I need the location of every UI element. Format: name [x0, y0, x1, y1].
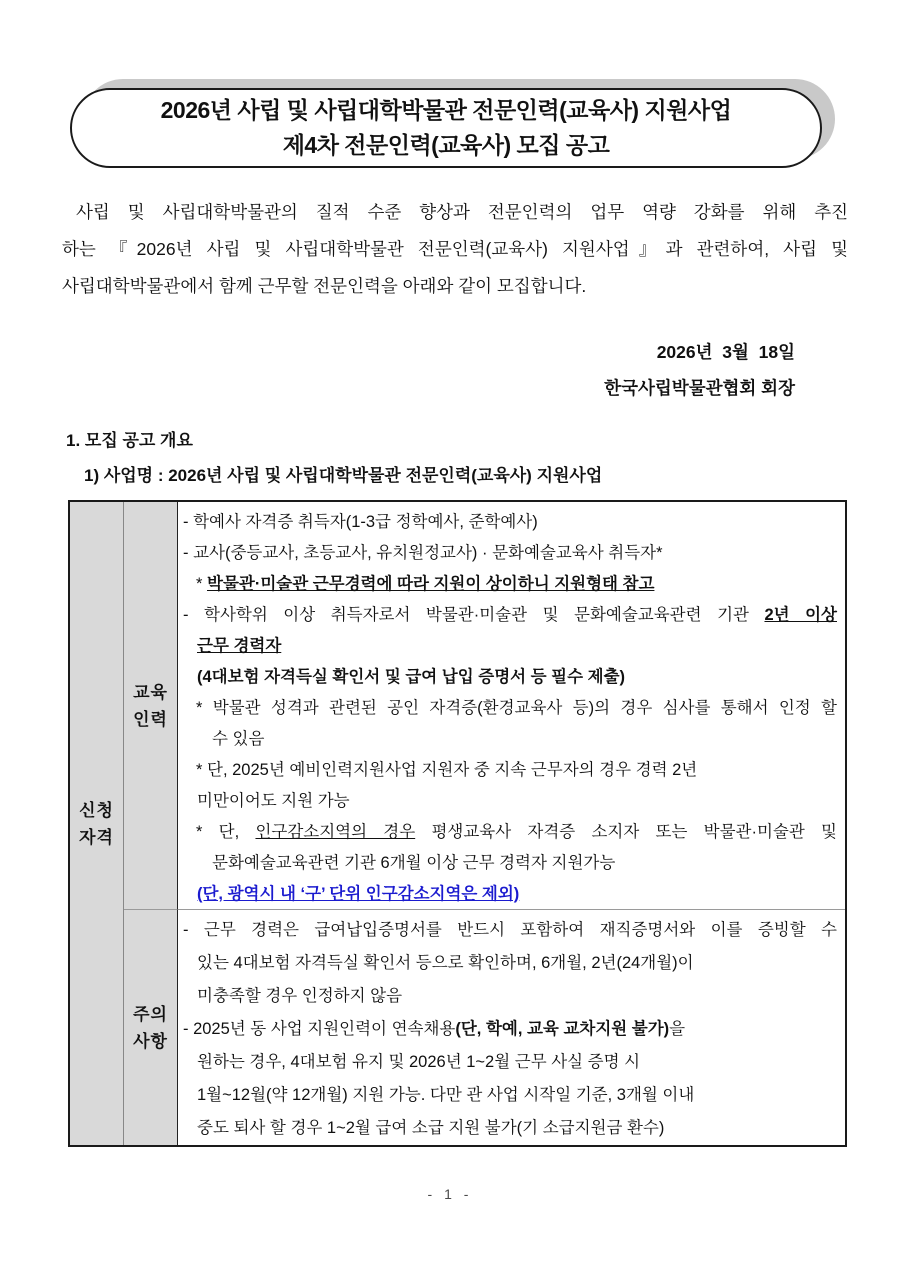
table-content-line	[178, 755, 845, 786]
text-segment: (4대보험 자격득실 확인서 및 급여 납입 증명서 등 필수 제출)	[197, 668, 626, 686]
text-segment: 원하는 경우, 4대보험 유지 및 2026년 1~2월 근무 사실 증명 시	[197, 1053, 641, 1071]
intro-paragraph	[62, 194, 848, 305]
text-segment: 중도 퇴사 할 경우 1~2월 급여 소급 지원 불가(기 소급지원금 환수)	[197, 1119, 665, 1137]
table-content-line	[178, 507, 845, 538]
table-row-header-label: 사항	[133, 1031, 168, 1051]
text-segment: - 학사학위 이상 취득자로서 박물관·미술관 및 문화예술교육관련 기관	[183, 606, 765, 624]
section-item-project-name: 1) 사업명 : 2026년 사립 및 사립대학박물관 전문인력(교육사) 지원사업	[84, 466, 603, 485]
table-content-cell	[178, 502, 845, 910]
table-content-line	[178, 1112, 845, 1145]
text-segment: 2년 이상	[764, 606, 837, 624]
issuing-organization: 한국사립박물관협회 회장	[604, 378, 795, 398]
text-segment: 수 있음	[212, 730, 265, 748]
table-content-line	[178, 980, 845, 1013]
table-content-line	[178, 631, 845, 662]
table-content-line	[178, 786, 845, 817]
table-content-line	[178, 879, 845, 910]
intro-line-3: 사립대학박물관에서 함께 근무할 전문인력을 아래와 같이 모집합니다.	[62, 276, 587, 296]
table-row-header-label: 인력	[133, 709, 168, 729]
text-segment: 을	[669, 1020, 686, 1038]
table-content-line	[178, 914, 845, 947]
table-content-line	[178, 848, 845, 879]
page-number: - 1 -	[427, 1186, 473, 1202]
text-segment: 근무 경력자	[197, 637, 282, 655]
text-segment: 인구감소지역의 경우	[255, 823, 416, 841]
text-segment: *	[196, 575, 208, 593]
text-segment: * 단,	[196, 823, 256, 841]
table-content-line	[178, 600, 845, 631]
table-content-line	[178, 662, 845, 693]
table-category-label: 자격	[79, 827, 114, 847]
text-segment: 평생교육사 자격증 소지자 또는 박물관·미술관 및	[415, 823, 837, 841]
notice-title-line1: 2026년 사립 및 사립대학박물관 전문인력(교육사) 지원사업	[160, 97, 732, 123]
table-content-line	[178, 693, 845, 724]
text-segment: (단, 광역시 내 ‘구’ 단위 인구감소지역은 제외)	[197, 885, 520, 903]
section-heading: 1. 모집 공고 개요	[66, 431, 193, 450]
table-content-line	[178, 569, 845, 600]
table-content-line	[178, 724, 845, 755]
notice-title-box	[70, 88, 822, 168]
table-row-header-label: 교육	[133, 682, 168, 702]
table-category-label: 신청	[79, 800, 114, 820]
text-segment: 미만이어도 지원 가능	[197, 792, 350, 810]
table-content-line	[178, 538, 845, 569]
text-segment: 박물관·미술관 근무경력에 따라 지원이 상이하니 지원형태 참고	[207, 575, 655, 593]
notice-title-line2: 제4차 전문인력(교육사) 모집 공고	[282, 132, 610, 158]
text-segment: - 2025년 동 사업 지원인력이 연속채용	[183, 1020, 456, 1038]
text-segment: 있는 4대보험 자격득실 확인서 등으로 확인하며, 6개월, 2년(24개월)이	[197, 954, 694, 972]
signoff-block	[604, 334, 795, 406]
table-content-line	[178, 1079, 845, 1112]
table-content-cell	[178, 910, 845, 1145]
text-segment: * 단, 2025년 예비인력지원사업 지원자 중 지속 근무자의 경우 경력 2년	[196, 761, 698, 779]
table-content-line	[178, 817, 845, 848]
intro-line-2: 하는 『2026년 사립 및 사립대학박물관 전문인력(교육사) 지원사업』과 관련하여, 사립 및	[62, 239, 848, 259]
table-category-cell	[70, 502, 124, 1145]
text-segment: - 교사(중등교사, 초등교사, 유치원정교사) · 문화예술교육사 취득자*	[183, 544, 663, 562]
table-row-header	[124, 910, 178, 1145]
text-segment: * 박물관 성격과 관련된 공인 자격증(환경교육사 등)의 경우 심사를 통해서 인정 할	[196, 699, 837, 717]
table-content-line	[178, 1013, 845, 1046]
eligibility-table	[68, 500, 847, 1147]
table-content-line	[178, 947, 845, 980]
text-segment: 1월~12월(약 12개월) 지원 가능. 다만 관 사업 시작일 기준, 3개월 이내	[197, 1086, 695, 1104]
table-row-header	[124, 502, 178, 910]
text-segment: 문화예술교육관련 기관 6개월 이상 근무 경력자 지원가능	[212, 854, 616, 872]
text-segment: 미충족할 경우 인정하지 않음	[197, 987, 403, 1005]
table-content-line	[178, 1046, 845, 1079]
notice-date: 2026년 3월 18일	[656, 342, 795, 362]
text-segment: (단, 학예, 교육 교차지원 불가)	[455, 1020, 670, 1038]
table-row-header-label: 주의	[133, 1004, 168, 1024]
intro-line-1: 사립 및 사립대학박물관의 질적 수준 향상과 전문인력의 업무 역량 강화를 위해 추진	[76, 202, 848, 222]
text-segment: - 학예사 자격증 취득자(1-3급 정학예사, 준학예사)	[183, 513, 538, 531]
text-segment: - 근무 경력은 급여납입증명서를 반드시 포함하여 재직증명서와 이를 증빙할 수	[183, 921, 837, 939]
